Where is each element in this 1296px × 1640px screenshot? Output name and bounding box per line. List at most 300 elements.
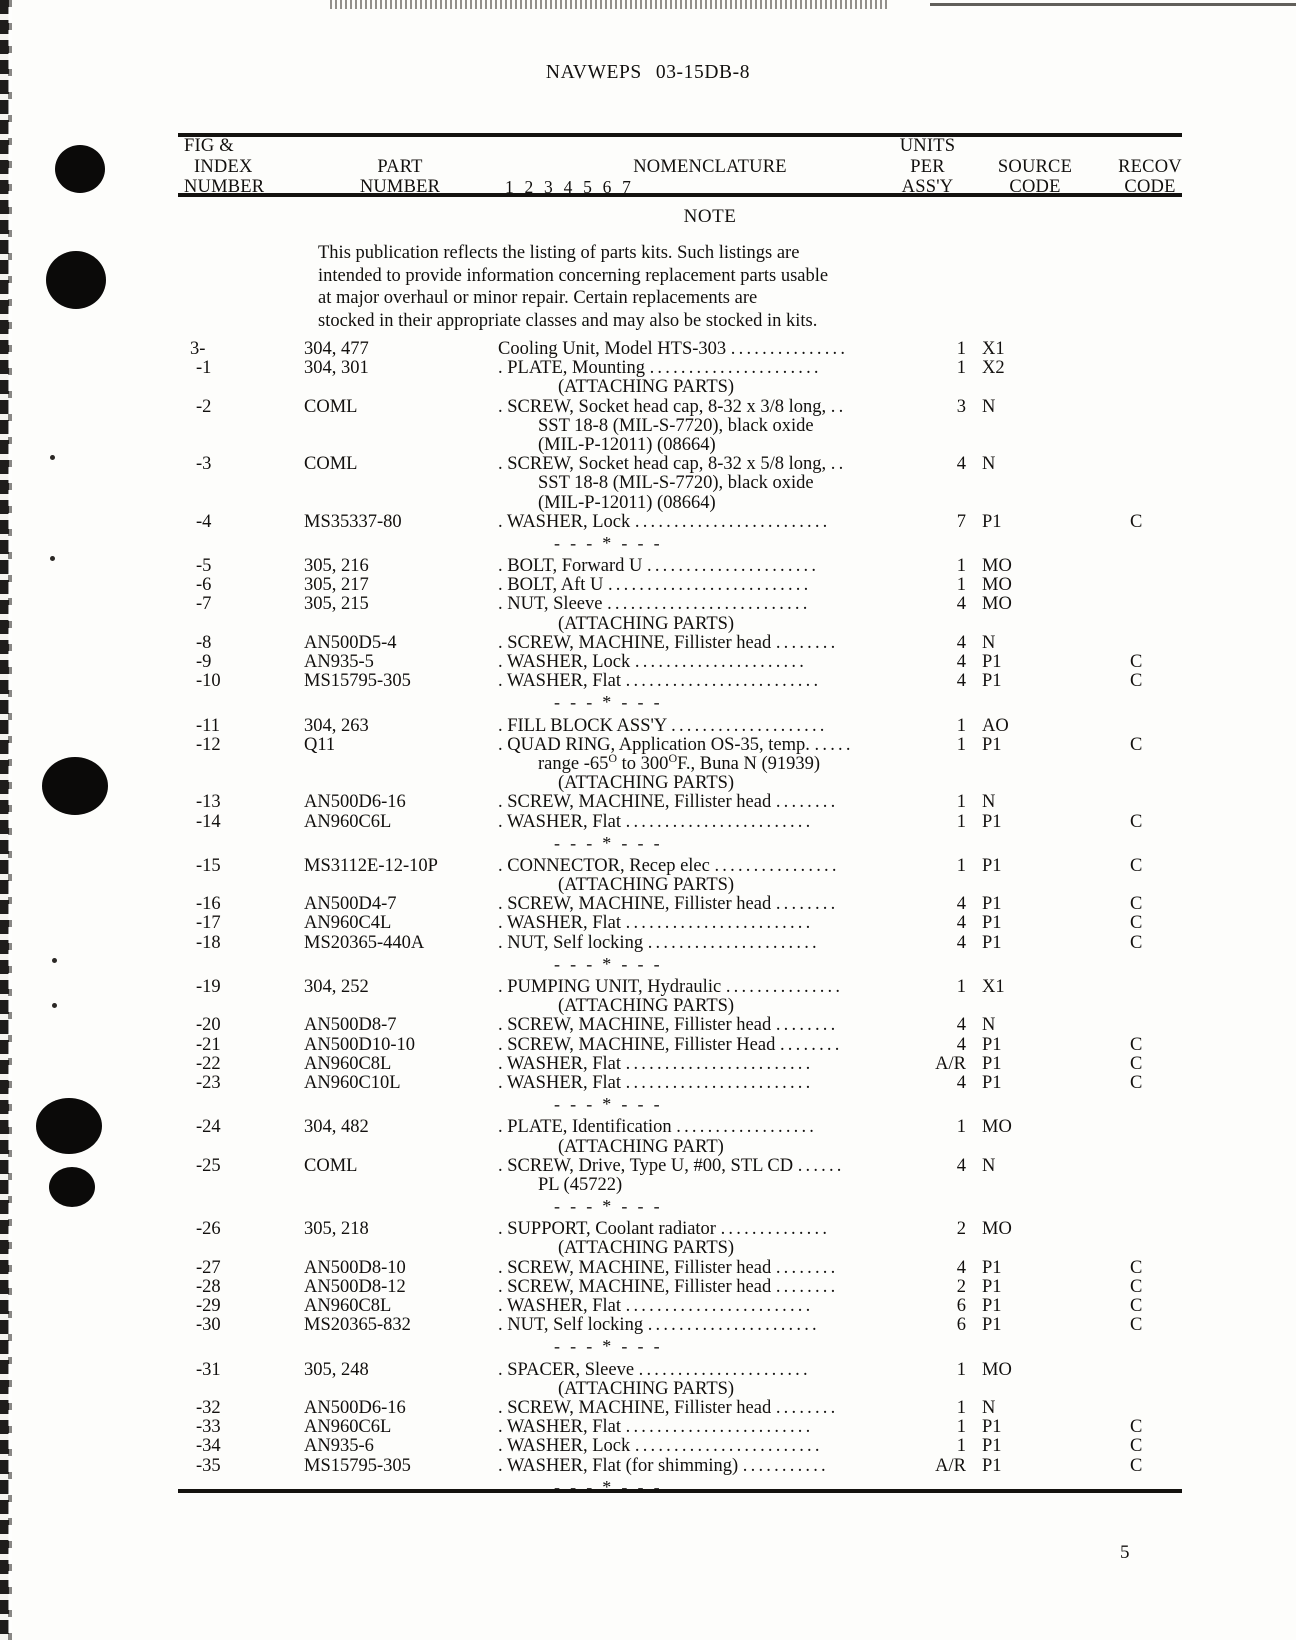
dot-leader: ........................ <box>625 812 814 832</box>
units-per-assy-value: 1 <box>956 339 966 359</box>
dot-leader: .. <box>830 397 847 417</box>
nomenclature <box>498 653 950 672</box>
units-per-assy-value: 4 <box>956 894 966 915</box>
fig-index-number: -35 <box>196 1455 221 1476</box>
nomenclature <box>498 1297 950 1316</box>
nomenclature <box>498 1457 950 1476</box>
source-code-value: X2 <box>982 358 1005 379</box>
dot-leader: ...... <box>797 1156 845 1176</box>
units-per-assy-value: 1 <box>956 792 966 813</box>
units-per-assy-value: 4 <box>956 652 966 672</box>
nomenclature <box>498 813 950 832</box>
note-body <box>318 242 910 332</box>
part-number: 304, 252 <box>304 977 369 997</box>
scan-top-smudge <box>330 0 890 9</box>
part-number: MS15795-305 <box>304 671 411 692</box>
dot-leader: ......................... <box>634 512 831 532</box>
section-separator <box>178 534 1188 553</box>
nomenclature-text: . SCREW, MACHINE, Fillister head <box>498 1276 776 1297</box>
nomenclature-text: . WASHER, Flat <box>498 913 626 934</box>
recov-code-value: C <box>1130 1455 1143 1476</box>
dot-leader: ........ <box>775 633 839 653</box>
fig-index-number: -12 <box>196 734 221 755</box>
dot-leader: ........................ <box>634 1437 823 1457</box>
fig-index-number: -13 <box>196 792 221 813</box>
part-number: AN935-5 <box>304 652 374 672</box>
fig-index-number: -29 <box>196 1296 221 1316</box>
table-row <box>178 914 1188 933</box>
nomenclature <box>498 1055 950 1074</box>
attaching-parts-text: (ATTACHING PARTS) <box>558 773 735 794</box>
recov-code-value: C <box>1130 671 1143 692</box>
source-code-value: P1 <box>982 932 1002 953</box>
part-number: 305, 215 <box>304 594 369 615</box>
separator-mark: - - - * - - - <box>554 1094 663 1115</box>
source-code-value: MO <box>982 1117 1012 1138</box>
fig-index-number: -9 <box>196 652 212 672</box>
nomenclature-text: . SCREW, MACHINE, Fillister Head <box>498 1034 780 1055</box>
binding-hole <box>42 757 108 815</box>
dot-leader: .................. <box>676 1118 818 1138</box>
nomenclature <box>498 513 950 532</box>
part-number: MS3112E-12-10P <box>304 855 438 876</box>
fig-index-number: -31 <box>196 1359 221 1380</box>
dot-leader: .......................... <box>607 576 812 596</box>
recov-code-value: C <box>1130 1276 1143 1297</box>
source-code-value: MO <box>982 594 1012 615</box>
nomenclature <box>498 1016 950 1035</box>
table-row <box>178 736 1188 755</box>
nomenclature <box>498 1118 950 1137</box>
dot-leader: ...................... <box>649 359 822 379</box>
attaching-parts-label <box>178 1138 1188 1157</box>
col-fig-line2: INDEX <box>194 156 253 177</box>
fig-index-number: -19 <box>196 977 221 997</box>
nomenclature-text: . WASHER, Flat <box>498 1072 626 1093</box>
col-part-line1: PART <box>377 156 423 177</box>
nomenclature <box>498 672 950 691</box>
dot-leader: ........ <box>775 1258 839 1278</box>
units-per-assy-value: 6 <box>956 1296 966 1316</box>
units-per-assy-value: 2 <box>956 1219 966 1240</box>
col-units-line2: PER <box>910 156 945 177</box>
table-row <box>178 1399 1188 1418</box>
source-code-value: MO <box>982 1219 1012 1240</box>
nomenclature-text: . CONNECTOR, Recep elec <box>498 855 715 876</box>
nomenclature-text: Cooling Unit, Model HTS-303 <box>498 339 731 359</box>
fig-index-number: -26 <box>196 1219 221 1240</box>
column-header-nomenclature <box>500 136 920 198</box>
part-number: 305, 216 <box>304 556 369 577</box>
table-row <box>178 359 1188 378</box>
dot-leader: ...................... <box>647 557 820 577</box>
source-code-value: P1 <box>982 1072 1002 1093</box>
nomenclature <box>498 857 950 876</box>
part-number: COML <box>304 1155 358 1176</box>
source-code-value: P1 <box>982 1455 1002 1476</box>
source-code-value: X1 <box>982 339 1005 359</box>
note-title: NOTE <box>683 206 737 227</box>
units-per-assy-value: 3 <box>956 396 966 417</box>
table-row <box>178 1361 1188 1380</box>
separator-mark: - - - * - - - <box>554 692 663 713</box>
binding-hole <box>36 1098 102 1154</box>
nomenclature-text: . PLATE, Mounting <box>498 358 650 379</box>
part-number: 304, 482 <box>304 1117 369 1138</box>
nomenclature-text: . WASHER, Flat <box>498 1417 626 1438</box>
table-row <box>178 340 1188 359</box>
nomenclature <box>498 1036 950 1055</box>
fig-index-number: -23 <box>196 1072 221 1093</box>
fig-index-number: -16 <box>196 894 221 915</box>
nomenclature <box>498 1259 950 1278</box>
fig-index-number: -7 <box>196 594 212 615</box>
dot-leader: .................... <box>671 716 828 736</box>
units-per-assy-value: 2 <box>956 1276 966 1297</box>
source-code-value: P1 <box>982 1315 1002 1336</box>
attaching-parts-text: (ATTACHING PARTS) <box>558 996 735 1017</box>
table-row <box>178 1074 1188 1093</box>
col-units-line3: ASS'Y <box>901 177 954 197</box>
recov-code-value: C <box>1130 894 1143 915</box>
col-nom-levels: 1 2 3 4 5 6 7 <box>505 177 635 197</box>
nomenclature-continuation <box>178 1176 1188 1195</box>
attaching-parts-label <box>178 876 1188 895</box>
nomenclature-text: . PLATE, Identification <box>498 1117 677 1138</box>
nomenclature-continuation <box>178 750 1188 774</box>
table-row <box>178 672 1188 691</box>
table-row <box>178 1118 1188 1137</box>
dot-leader: .. <box>830 455 847 475</box>
source-code-value: P1 <box>982 511 1002 532</box>
source-code-value: P1 <box>982 1257 1002 1278</box>
source-code-value: P1 <box>982 652 1002 672</box>
nomenclature-text: . QUAD RING, Application OS-35, temp. <box>498 734 815 755</box>
nomenclature-text: . SCREW, MACHINE, Fillister head <box>498 1015 776 1036</box>
source-code-value: N <box>982 396 996 417</box>
nomenclature-text: . NUT, Self locking <box>498 1315 648 1336</box>
binding-hole <box>49 1167 95 1207</box>
part-number: 305, 218 <box>304 1219 369 1240</box>
nomenclature-continuation <box>178 474 1188 493</box>
table-row <box>178 1016 1188 1035</box>
source-code-value: N <box>982 1155 996 1176</box>
fig-index-number: -22 <box>196 1053 221 1074</box>
nomenclature-text: . BOLT, Forward U <box>498 556 648 577</box>
units-per-assy-value: 4 <box>956 1155 966 1176</box>
note-line: intended to provide information concerning replacement parts usable <box>318 265 829 286</box>
column-header-recov-code <box>1095 136 1205 198</box>
source-code-value: AO <box>982 715 1009 736</box>
dot-leader: ........ <box>775 895 839 915</box>
fig-index-number: -28 <box>196 1276 221 1297</box>
section-separator <box>178 1478 1188 1497</box>
table-row <box>178 1157 1188 1176</box>
units-per-assy-value: A/R <box>935 1053 966 1074</box>
source-code-value: N <box>982 1397 996 1418</box>
part-number: 305, 217 <box>304 575 369 596</box>
fig-index-number: -32 <box>196 1397 221 1418</box>
nomenclature-text: . SPACER, Sleeve <box>498 1359 639 1380</box>
separator-mark: - - - * - - - <box>554 953 663 974</box>
dot-leader: ............... <box>730 340 849 359</box>
table-row <box>178 813 1188 832</box>
nomenclature-text: . SCREW, MACHINE, Fillister head <box>498 792 776 813</box>
part-number: AN500D8-10 <box>304 1257 406 1278</box>
table-row <box>178 1036 1188 1055</box>
dot-leader: ........ <box>779 1035 843 1055</box>
units-per-assy-value: 1 <box>956 734 966 755</box>
nomenclature <box>498 1278 950 1297</box>
nomenclature <box>498 340 950 359</box>
fig-index-number: -27 <box>196 1257 221 1278</box>
part-number: AN960C6L <box>304 811 392 832</box>
fig-index-number: -6 <box>196 575 212 596</box>
recov-code-value: C <box>1130 1257 1143 1278</box>
units-per-assy-value: 1 <box>956 1359 966 1380</box>
table-row <box>178 455 1188 474</box>
col-recov-line2: CODE <box>1124 177 1176 197</box>
attaching-parts-text: (ATTACHING PART) <box>558 1136 724 1157</box>
nomenclature-text: . WASHER, Flat (for shimming) <box>498 1455 743 1476</box>
part-number: MS15795-305 <box>304 1455 411 1476</box>
fig-index-number: -33 <box>196 1417 221 1438</box>
source-code-value: MO <box>982 1359 1012 1380</box>
table-row <box>178 934 1188 953</box>
separator-mark: - - - * - - - <box>554 532 663 553</box>
fig-index-number: -5 <box>196 556 212 577</box>
col-source-line2: CODE <box>1009 177 1061 197</box>
section-separator <box>178 693 1188 712</box>
dot-leader: ...................... <box>634 653 808 672</box>
table-row <box>178 595 1188 614</box>
units-per-assy-value: 4 <box>956 932 966 953</box>
column-header-source-code <box>975 136 1095 198</box>
dot-leader: ........................ <box>625 1054 814 1074</box>
dot-leader: ...................... <box>647 933 820 953</box>
nomenclature <box>498 576 950 595</box>
units-per-assy-value: 4 <box>956 1072 966 1093</box>
column-header-fig-index <box>178 136 302 198</box>
table-row <box>178 634 1188 653</box>
attaching-parts-label <box>178 615 1188 634</box>
nomenclature <box>498 978 950 997</box>
attaching-parts-label <box>178 1380 1188 1399</box>
nomenclature-text: . FILL BLOCK ASS'Y <box>498 715 672 736</box>
nomenclature <box>498 895 950 914</box>
source-code-value: X1 <box>982 977 1005 997</box>
nomenclature-temperature-range: range $-65^O$ to $300^OF$., Buna N (91939) <box>538 750 821 774</box>
page-number: 5 <box>1120 1542 1130 1563</box>
recov-code-value: C <box>1130 811 1143 832</box>
col-part-line2: NUMBER <box>359 177 441 197</box>
dot-leader: ........... <box>742 1456 829 1476</box>
nomenclature-text: . SCREW, MACHINE, Fillister head <box>498 894 776 915</box>
nomenclature-text: . PUMPING UNIT, Hydraulic <box>498 977 726 997</box>
table-row <box>178 1297 1188 1316</box>
units-per-assy-value: 1 <box>956 575 966 596</box>
binding-hole <box>55 145 105 193</box>
table-row <box>178 1457 1188 1476</box>
dot-leader: ...................... <box>647 1316 820 1336</box>
source-code-value: P1 <box>982 671 1002 692</box>
part-number: AN500D5-4 <box>304 632 397 653</box>
table-row <box>178 1418 1188 1437</box>
publication-number: 03-15DB-8 <box>655 62 751 83</box>
source-code-value: P1 <box>982 734 1002 755</box>
source-code-value: P1 <box>982 894 1002 915</box>
nomenclature <box>498 914 950 933</box>
dot-leader: ........................ <box>625 1073 814 1093</box>
attaching-parts-text: (ATTACHING PARTS) <box>558 377 735 398</box>
part-number: AN960C8L <box>304 1053 392 1074</box>
parts-list-table <box>178 340 1188 1497</box>
source-code-value: P1 <box>982 811 1002 832</box>
recov-code-value: C <box>1130 1315 1143 1336</box>
dot-leader: ........................ <box>625 914 814 934</box>
table-row <box>178 398 1188 417</box>
fig-index-number: -21 <box>196 1034 221 1055</box>
nomenclature <box>498 634 950 653</box>
nomenclature-text: . WASHER, Lock <box>498 1436 635 1457</box>
nomenclature-continuation-text: SST 18-8 (MIL-S-7720), black oxide <box>538 415 814 436</box>
units-per-assy-value: 1 <box>956 811 966 832</box>
binding-hole <box>46 251 106 309</box>
scan-edge-secondary <box>8 0 12 1640</box>
units-per-assy-value: 4 <box>956 1015 966 1036</box>
nomenclature <box>498 359 950 378</box>
recov-code-value: C <box>1130 734 1143 755</box>
nomenclature-continuation-text: (MIL-P-12011) (08664) <box>538 492 716 513</box>
col-fig-line3: NUMBER <box>184 177 265 197</box>
dot-leader: ......................... <box>625 672 822 692</box>
nomenclature-continuation <box>178 494 1188 513</box>
units-per-assy-value: 4 <box>956 454 966 475</box>
table-row <box>178 793 1188 812</box>
section-separator <box>178 1337 1188 1356</box>
recov-code-value: C <box>1130 932 1143 953</box>
units-per-assy-value: 4 <box>956 632 966 653</box>
units-per-assy-value: 1 <box>956 1436 966 1457</box>
units-per-assy-value: 7 <box>956 511 966 532</box>
source-code-value: P1 <box>982 913 1002 934</box>
nomenclature-text: . SUPPORT, Coolant radiator <box>498 1219 721 1240</box>
scan-speck <box>50 455 55 460</box>
part-number: AN500D8-12 <box>304 1276 406 1297</box>
nomenclature-text: . WASHER, Flat <box>498 1296 626 1316</box>
units-per-assy-value: 4 <box>956 1257 966 1278</box>
fig-index-number: -2 <box>196 396 212 417</box>
part-number: AN960C10L <box>304 1072 401 1093</box>
nomenclature <box>498 1074 950 1093</box>
section-separator <box>178 1095 1188 1114</box>
nomenclature-continuation <box>178 417 1188 436</box>
table-row <box>178 857 1188 876</box>
section-separator <box>178 1197 1188 1216</box>
units-per-assy-value: 1 <box>956 977 966 997</box>
dot-leader: ........ <box>775 1277 839 1297</box>
fig-index-number: -30 <box>196 1315 221 1336</box>
source-code-value: P1 <box>982 1034 1002 1055</box>
attaching-parts-label <box>178 378 1188 397</box>
table-row <box>178 895 1188 914</box>
part-number: AN500D6-16 <box>304 792 406 813</box>
attaching-parts-label <box>178 1239 1188 1258</box>
column-header-part-number <box>310 136 490 198</box>
source-code-value: MO <box>982 575 1012 596</box>
table-row <box>178 978 1188 997</box>
part-number: 304, 301 <box>304 358 369 379</box>
table-row <box>178 1437 1188 1456</box>
col-recov-line1: RECOV <box>1118 156 1182 177</box>
units-per-assy-value: 1 <box>956 1417 966 1438</box>
part-number: COML <box>304 396 358 417</box>
part-number: AN500D4-7 <box>304 894 397 915</box>
table-row <box>178 1316 1188 1335</box>
part-number: 305, 248 <box>304 1359 369 1380</box>
fig-index-number: -24 <box>196 1117 221 1138</box>
recov-code-value: C <box>1130 511 1143 532</box>
part-number: 304, 477 <box>304 339 369 359</box>
nomenclature-continuation-text: (MIL-P-12011) (08664) <box>538 434 716 455</box>
attaching-parts-text: (ATTACHING PARTS) <box>558 613 735 634</box>
dot-leader: ................ <box>714 856 840 876</box>
part-number: Q11 <box>304 734 336 755</box>
recov-code-value: C <box>1130 1436 1143 1457</box>
fig-index-number: -25 <box>196 1155 221 1176</box>
recov-code-value: C <box>1130 855 1143 876</box>
nomenclature <box>498 1361 950 1380</box>
source-code-value: N <box>982 632 996 653</box>
nomenclature <box>498 455 950 474</box>
nomenclature <box>498 557 950 576</box>
col-source-line1: SOURCE <box>997 156 1073 177</box>
publication-identifier <box>0 62 1296 84</box>
attaching-parts-label <box>178 774 1188 793</box>
table-row <box>178 1259 1188 1278</box>
table-row <box>178 1220 1188 1239</box>
nomenclature <box>498 717 950 736</box>
source-code-value: P1 <box>982 1436 1002 1457</box>
dot-leader: ........................ <box>625 1418 814 1438</box>
fig-index-number: -1 <box>196 358 212 379</box>
nomenclature-text: . WASHER, Lock <box>498 511 635 532</box>
nomenclature-text: . SCREW, Drive, Type U, #00, STL CD <box>498 1155 798 1176</box>
part-number: 304, 263 <box>304 715 369 736</box>
scan-top-rule <box>930 3 1296 6</box>
note-line: This publication reflects the listing of parts kits. Such listings are <box>318 243 800 263</box>
nomenclature-text: . WASHER, Flat <box>498 811 626 832</box>
recov-code-value: C <box>1130 1417 1143 1438</box>
attaching-parts-text: (ATTACHING PARTS) <box>558 875 735 896</box>
nomenclature-continuation-text: PL (45722) <box>538 1174 623 1195</box>
fig-index-number: -14 <box>196 811 221 832</box>
units-per-assy-value: 1 <box>956 1397 966 1418</box>
source-code-value: MO <box>982 556 1012 577</box>
col-fig-line1: FIG & <box>184 136 234 156</box>
nomenclature-text: . WASHER, Flat <box>498 671 626 692</box>
nomenclature-continuation <box>178 436 1188 455</box>
part-number: MS35337-80 <box>304 511 402 532</box>
source-code-value: P1 <box>982 1417 1002 1438</box>
dot-leader: ........ <box>775 793 839 813</box>
scan-speck <box>52 1003 57 1008</box>
units-per-assy-value: 1 <box>956 358 966 379</box>
dot-leader: ........................ <box>625 1297 814 1316</box>
part-number: MS20365-832 <box>304 1315 411 1336</box>
column-header-units-per-assy <box>880 136 975 198</box>
dot-leader: ...................... <box>638 1360 811 1380</box>
